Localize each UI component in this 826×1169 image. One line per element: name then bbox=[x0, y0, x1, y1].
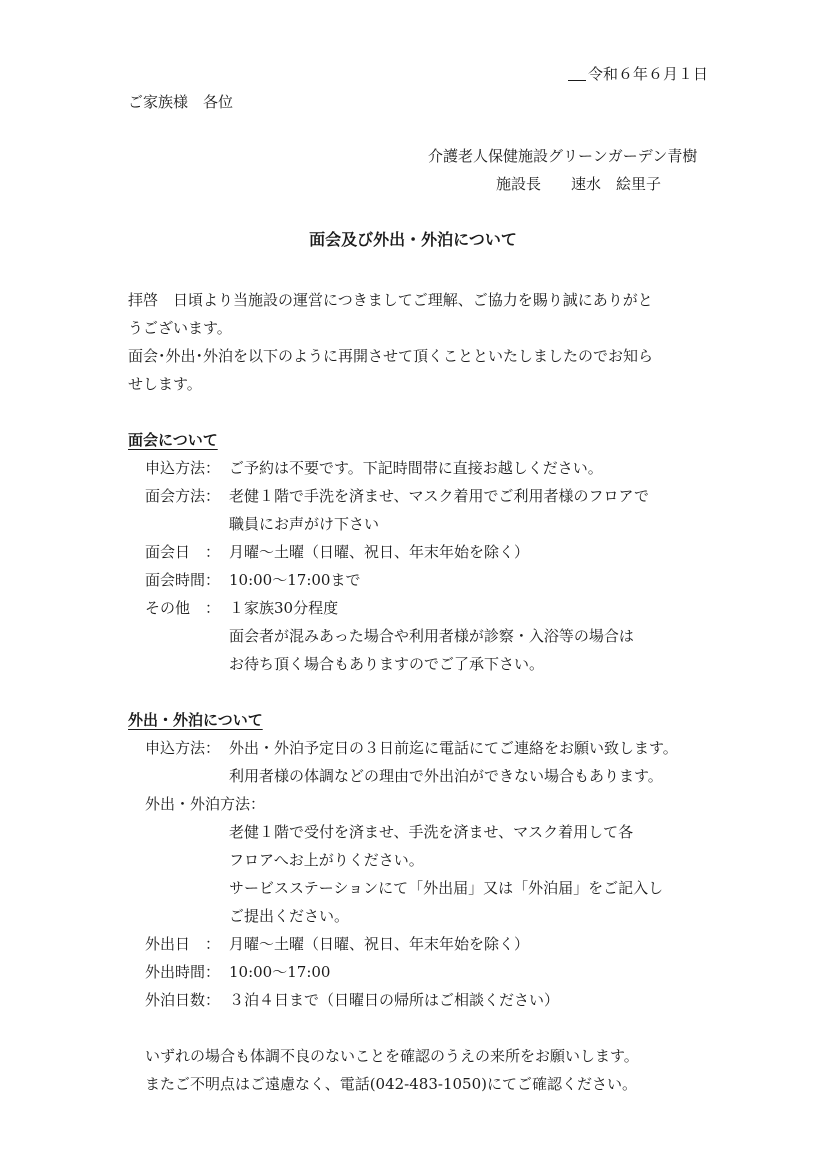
row-value: 月曜～土曜（日曜、祝日、年末年始を除く） bbox=[229, 543, 530, 561]
row-label: 外泊日数： bbox=[145, 991, 221, 1009]
outing-method-row-cont bbox=[145, 846, 678, 874]
closing-line: またご不明点はご遠慮なく、電話(042-483-1050)にてご確認ください。 bbox=[145, 1075, 637, 1093]
row-value: お待ち頂く場合もありますのでご了承下さい。 bbox=[229, 655, 545, 673]
row-value: 職員にお声がけ下さい bbox=[229, 515, 380, 533]
row-value: １家族30分程度 bbox=[229, 599, 339, 617]
row-value: 月曜～土曜（日曜、祝日、年末年始を除く） bbox=[229, 935, 530, 953]
row-value: 面会者が混みあった場合や利用者様が診察・入浴等の場合は bbox=[229, 627, 634, 645]
outing-application-row bbox=[145, 734, 678, 762]
outing-details bbox=[145, 734, 678, 1014]
row-label: 面会方法： bbox=[145, 487, 221, 505]
row-label: 面会日 ： bbox=[145, 543, 221, 561]
visiting-other-row-cont bbox=[145, 622, 649, 650]
date-underline bbox=[568, 66, 586, 81]
outing-days-row bbox=[145, 930, 678, 958]
row-value: 老健１階で受付を済ませ、手洗を済ませ、マスク着用して各 bbox=[229, 823, 634, 841]
row-value: ３泊４日まで（日曜日の帰所はご相談ください） bbox=[229, 991, 560, 1009]
issue-date: 令和６年６月１日 bbox=[588, 65, 709, 83]
row-value: フロアへお上がりください。 bbox=[229, 851, 424, 869]
row-value: 10:00～17:00 bbox=[229, 963, 331, 981]
row-value: ご予約は不要です。下記時間帯に直接お越しください。 bbox=[229, 459, 603, 477]
closing-line: いずれの場合も体調不良のないことを確認のうえの来所をお願いします。 bbox=[145, 1047, 639, 1065]
visiting-other-row-cont bbox=[145, 650, 649, 678]
outing-method-row-cont bbox=[145, 818, 678, 846]
visiting-application-row bbox=[145, 454, 649, 482]
row-label: 外出日 ： bbox=[145, 935, 221, 953]
intro-line: せします。 bbox=[128, 375, 202, 393]
row-label: 外出時間： bbox=[145, 963, 221, 981]
row-value: 利用者様の体調などの理由で外出泊ができない場合もあります。 bbox=[229, 767, 663, 785]
outing-hours-row bbox=[145, 958, 678, 986]
row-label: 面会時間： bbox=[145, 571, 221, 589]
visiting-method-row bbox=[145, 482, 649, 510]
visiting-details bbox=[145, 454, 649, 678]
organization-name: 介護老人保健施設グリーンガーデン青樹 bbox=[428, 147, 698, 165]
outing-method-row-cont bbox=[145, 902, 678, 930]
row-label: 申込方法： bbox=[145, 739, 221, 757]
row-label: 外出・外泊方法： bbox=[145, 795, 266, 813]
row-value: 老健１階で手洗を済ませ、マスク着用でご利用者様のフロアで bbox=[229, 487, 650, 505]
date-line bbox=[568, 60, 708, 88]
visiting-heading: 面会について bbox=[128, 431, 218, 449]
outing-application-row-cont bbox=[145, 762, 678, 790]
visiting-other-row bbox=[145, 594, 649, 622]
intro-line: 拝啓 日頃より当施設の運営につきましてご理解、ご協力を賜り誠にありがと bbox=[128, 291, 653, 309]
intro-paragraph bbox=[128, 286, 728, 398]
outing-method-row-cont bbox=[145, 874, 678, 902]
director-name: 施設長 速水 絵里子 bbox=[496, 175, 662, 193]
visiting-days-row bbox=[145, 538, 649, 566]
outing-method-row bbox=[145, 790, 678, 818]
visiting-hours-row bbox=[145, 566, 649, 594]
closing-paragraph bbox=[145, 1042, 639, 1098]
row-value: 外出・外泊予定日の３日前迄に電話にてご連絡をお願い致します。 bbox=[229, 739, 678, 757]
document-title: 面会及び外出・外泊について bbox=[309, 230, 517, 249]
visiting-method-row-cont bbox=[145, 510, 649, 538]
outing-nights-row bbox=[145, 986, 678, 1014]
row-label: 申込方法： bbox=[145, 459, 221, 477]
row-value: サービスステーションにて「外出届」又は「外泊届」をご記入し bbox=[229, 879, 664, 897]
intro-line: 面会･外出･外泊を以下のように再開させて頂くことといたしましたのでお知ら bbox=[128, 347, 654, 365]
addressee: ご家族様 各位 bbox=[128, 93, 234, 111]
outing-heading: 外出・外泊について bbox=[128, 711, 263, 729]
row-label: その他 ： bbox=[145, 599, 221, 617]
intro-line: うございます。 bbox=[128, 319, 232, 337]
row-value: 10:00～17:00まで bbox=[229, 571, 361, 589]
row-value: ご提出ください。 bbox=[229, 907, 350, 925]
